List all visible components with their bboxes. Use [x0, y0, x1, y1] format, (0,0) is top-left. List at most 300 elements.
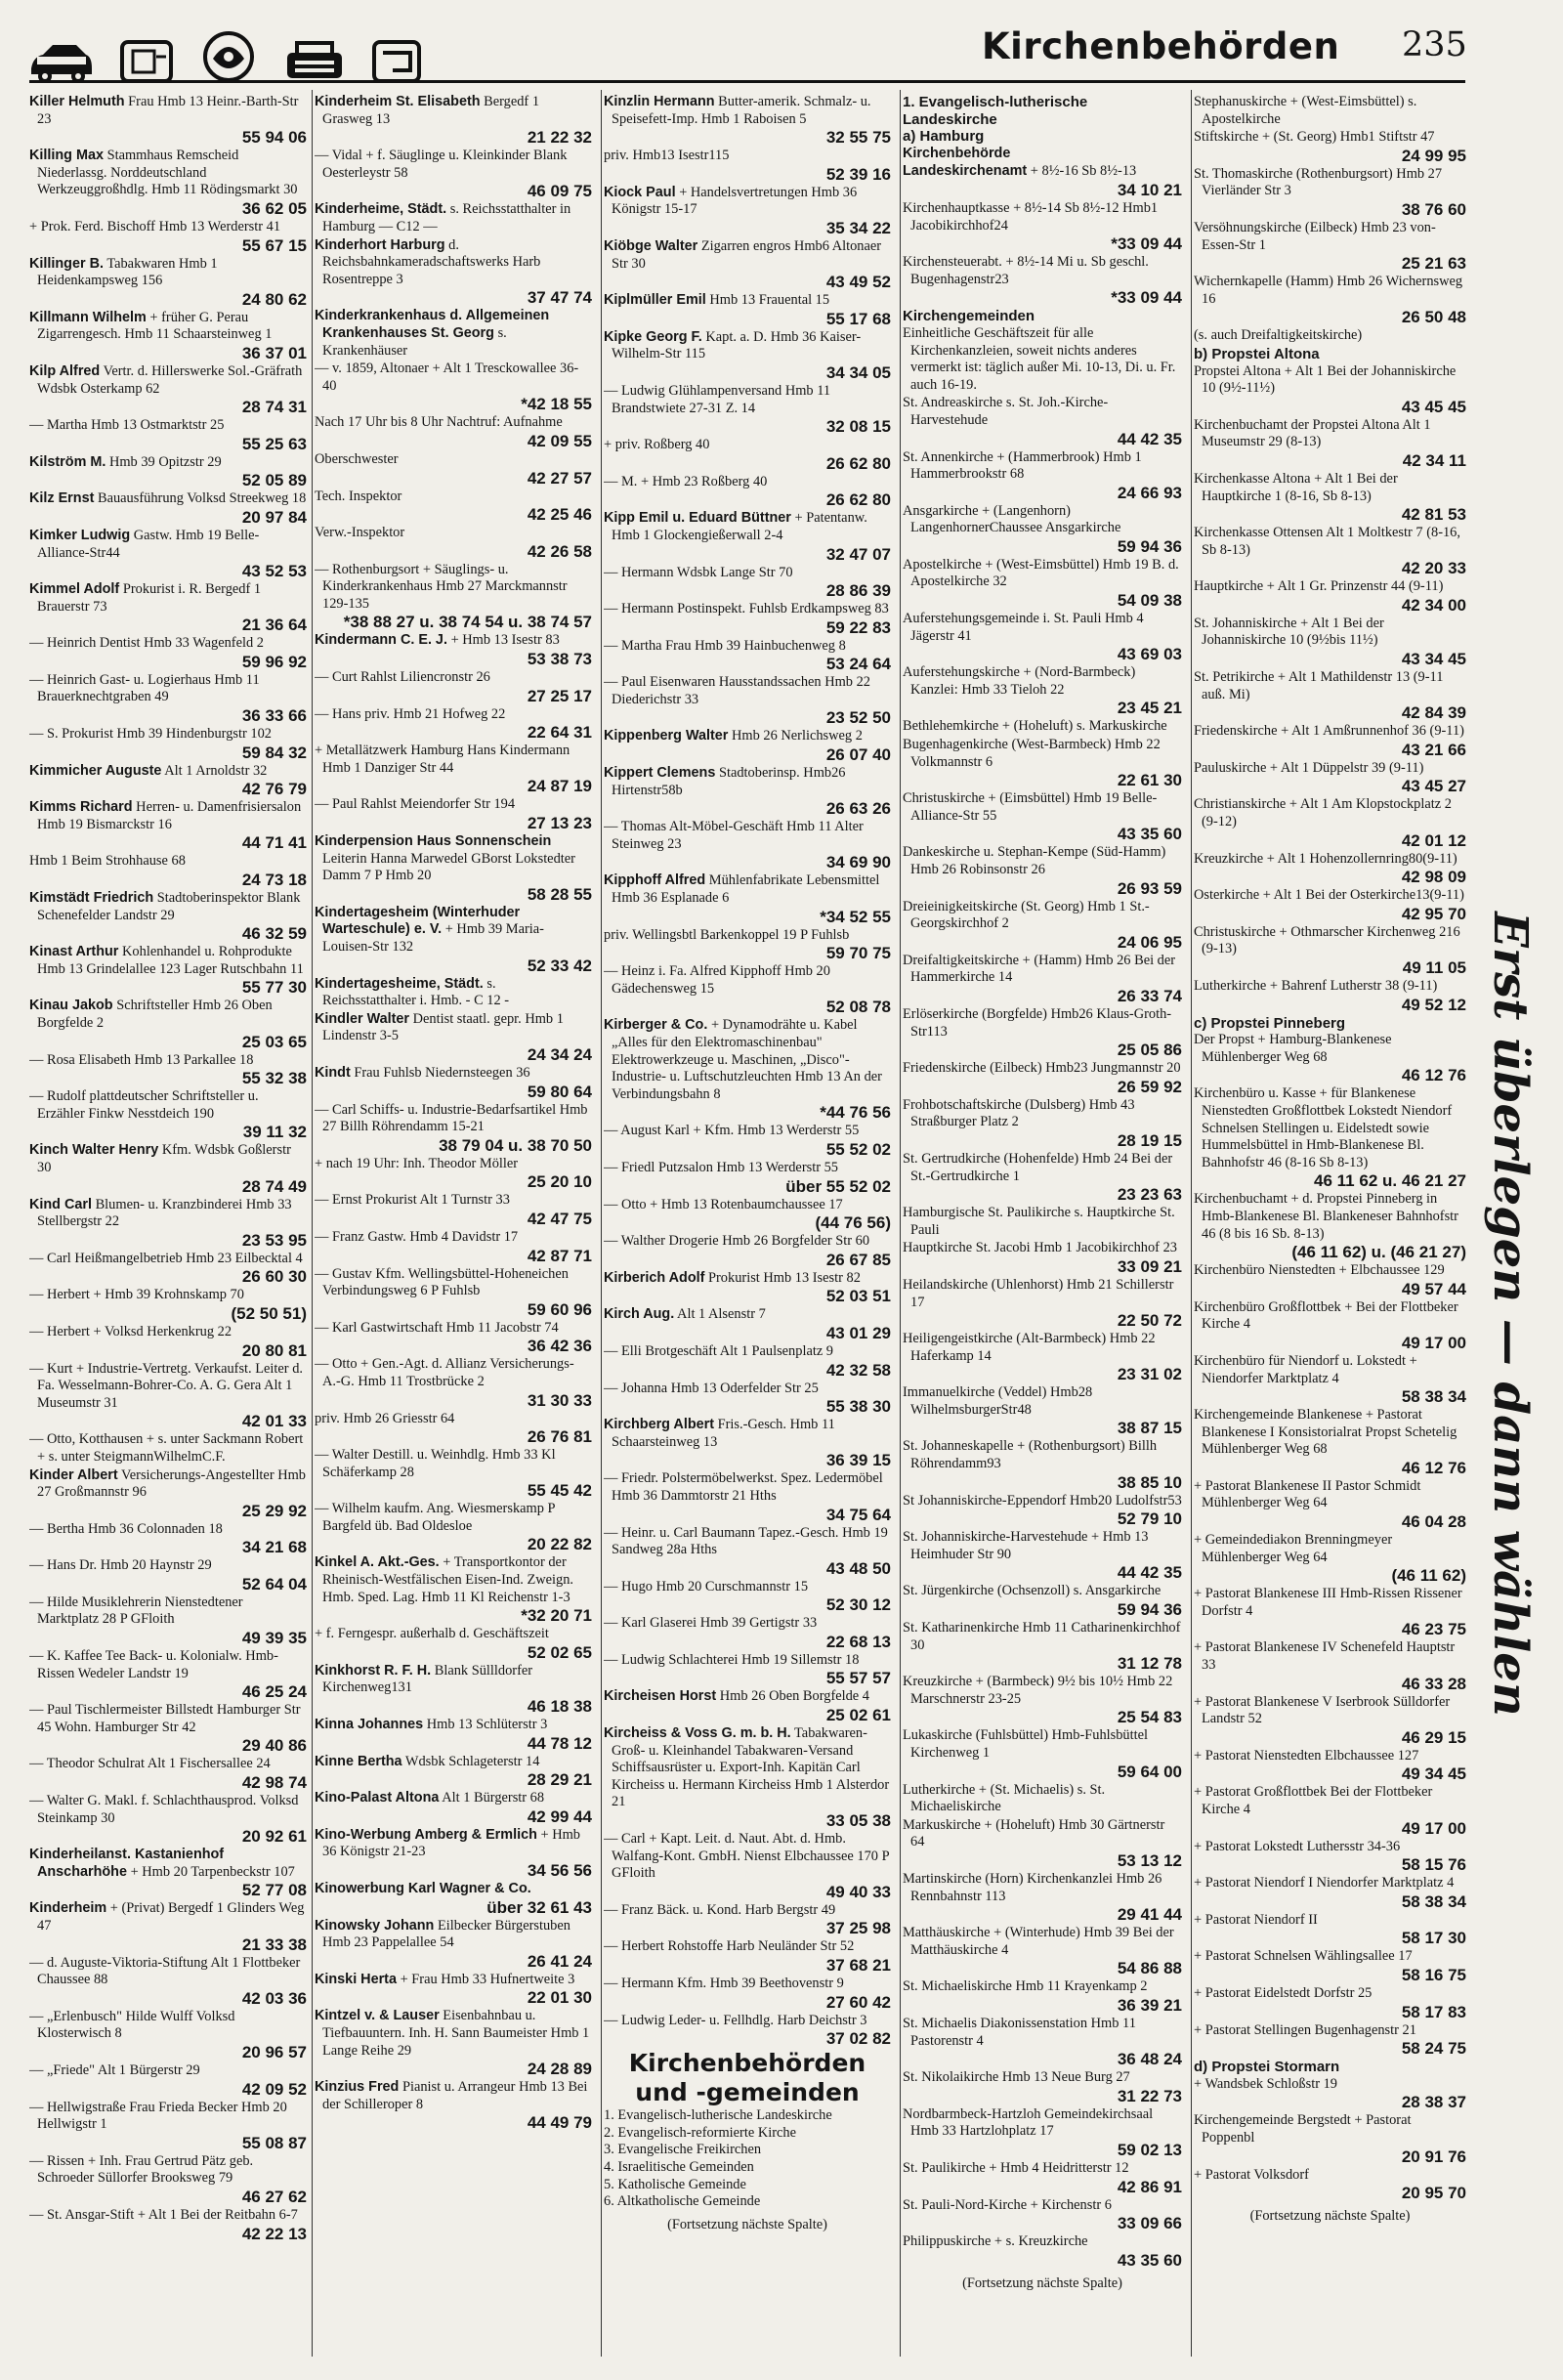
phone-number: 42 98 74	[241, 1773, 307, 1793]
phone-number: *34 52 55	[820, 907, 891, 926]
entry-detail: Kreuzkirche + Alt 1 Hohenzollernring80(9-11)	[1194, 850, 1457, 867]
entry-detail: Kirchenbuchamt + d. Propstei Pinneberg in Hmb-Blankenese Bl. Blankeneser Bahnhofstr 46 (8 bis 16 Sb. 8-13)	[1194, 1191, 1458, 1242]
entry-detail: + Pastorat Blankenese III Hmb-Rissen Rissener Dorfstr 4	[1194, 1586, 1462, 1619]
listing-entry	[903, 395, 1182, 447]
phone-number: 42 81 53	[1401, 505, 1466, 525]
index-item: 4. Israelitische Gemeinden	[604, 2158, 754, 2175]
phone-number: 20 22 82	[527, 1535, 592, 1554]
listing-entry	[29, 454, 307, 490]
listing-entry	[604, 383, 891, 436]
entry-detail: priv. Wellingsbtl Barkenkoppel 19 P Fuhlsb	[604, 926, 850, 943]
phone-number: 32 55 75	[825, 128, 891, 148]
listing-entry	[315, 525, 592, 561]
entry-detail: St. Pauli-Nord-Kirche + Kirchenstr 6	[903, 2196, 1112, 2213]
entry-name: Kimker Ludwig	[29, 527, 131, 543]
phone-number: 54 09 38	[1117, 591, 1182, 611]
phone-number: 52 79 10	[1117, 1509, 1182, 1529]
phone-number: 46 12 76	[1401, 1066, 1466, 1085]
phone-number: 42 76 79	[241, 780, 307, 799]
entry-detail: Ansgarkirche + (Langenhorn) LangenhornerChaussee Ansgarkirche	[903, 502, 1121, 536]
phone-number: 42 09 55	[527, 431, 592, 450]
phone-number: 22 50 72	[1117, 1311, 1182, 1331]
phone-number: 34 10 21	[1117, 180, 1182, 199]
listing-entry	[315, 414, 592, 450]
phone-number: *33 09 44	[1111, 288, 1182, 308]
entry-detail: — Gustav Kfm. Wellingsbüttel-Hoheneichen Verbindungsweg 6 P Fuhlsb	[315, 1265, 569, 1299]
entry-detail: + Prok. Ferd. Bischoff Hmb 13 Werderstr 41	[29, 218, 281, 234]
phone-number: 42 26 58	[527, 541, 592, 561]
entry-detail: Dreifaltigkeitskirche + (Hamm) Hmb 26 Bei der Hammerkirche 14	[903, 952, 1176, 986]
listing-entry	[315, 1320, 592, 1356]
listing-entry	[903, 1384, 1182, 1437]
phone-number: 24 87 19	[527, 777, 592, 796]
header-rule	[29, 80, 1465, 83]
entry-detail: Oberschwester	[315, 450, 399, 467]
listing-entry	[315, 1011, 592, 1064]
entry-name: Kinau Jakob	[29, 998, 113, 1014]
listing-entry	[1194, 471, 1466, 524]
phone-number: 59 70 75	[825, 944, 891, 963]
phone-number: 58 15 76	[1401, 1855, 1466, 1875]
listing-entry	[903, 1060, 1182, 1096]
listing-entry	[604, 2013, 891, 2049]
phone-number: 58 24 75	[1401, 2039, 1466, 2059]
listing-entry	[315, 562, 592, 632]
entry-name: Kirberger & Co.	[604, 1017, 708, 1034]
phone-number: 26 60 30	[241, 1267, 307, 1287]
phone-number: 55 94 06	[241, 128, 307, 148]
phone-number: 24 80 62	[241, 289, 307, 309]
phone-number: 49 57 44	[1401, 1279, 1466, 1298]
listing-entry	[604, 1725, 891, 1830]
entry-detail: Kfm. Wdsbk Goßlerstr 30	[37, 1142, 291, 1175]
entry-detail: Frau Fuhlsb Niedernsteegen 36	[354, 1064, 530, 1081]
entry-name: Kirchberg Albert	[604, 1417, 715, 1433]
listing-entry	[604, 1831, 891, 1901]
entry-detail: Wdsbk Schlageterstr 14	[404, 1753, 540, 1769]
phone-number: 26 76 81	[527, 1427, 592, 1447]
listing-entry	[903, 254, 1182, 307]
listing-entry	[29, 94, 307, 147]
index-item: 1. Evangelisch-lutherische Landeskirche	[604, 2107, 832, 2124]
phone-number: 55 45 42	[527, 1481, 592, 1501]
entry-detail: Pauluskirche + Alt 1 Düppelstr 39 (9-11)	[1194, 759, 1424, 776]
phone-number: 37 25 98	[825, 1919, 891, 1938]
phone-number: 36 62 05	[241, 198, 307, 218]
listing-entry	[903, 718, 1182, 736]
column-divider	[1191, 90, 1192, 2357]
listing-entry	[315, 308, 592, 360]
entry-detail: Kirchensteuerabt. + 8½-14 Mi u. Sb geschl. Bugenhagenstr23	[903, 254, 1149, 287]
phone-number: 42 98 09	[1401, 868, 1466, 887]
phone-number: 58 38 34	[1401, 1387, 1466, 1407]
listing-entry	[604, 1525, 891, 1578]
listing-entry	[1194, 1262, 1466, 1298]
listing-entry	[903, 1493, 1182, 1529]
listing-entry	[903, 1529, 1182, 1582]
phone-number: 46 04 28	[1401, 1512, 1466, 1532]
phone-number: 26 59 92	[1117, 1077, 1182, 1096]
continuation-note: (Fortsetzung nächste Spalte)	[962, 2274, 1122, 2291]
listing-entry	[1194, 1299, 1466, 1352]
phone-number: 43 49 52	[825, 273, 891, 292]
phone-number: 33 09 66	[1117, 2214, 1182, 2233]
entry-detail: — Vidal + f. Säuglinge u. Kleinkinder Blank Oesterleystr 58	[315, 148, 568, 181]
phone-number: 26 93 59	[1117, 878, 1182, 898]
entry-detail: Dreieinigkeitskirche (St. Georg) Hmb 1 St.-Georgskirchhof 2	[903, 898, 1150, 932]
phone-number: 53 24 64	[825, 655, 891, 674]
phone-number: 55 67 15	[241, 235, 307, 255]
listing-entry	[604, 1343, 891, 1380]
phone-number: 36 48 24	[1117, 2050, 1182, 2069]
entry-detail: — Hans Dr. Hmb 20 Haynstr 29	[29, 1557, 212, 1574]
listing-entry	[315, 148, 592, 200]
listing-entry	[1194, 1948, 1466, 1984]
listing-entry	[604, 94, 891, 147]
phone-number: 31 30 33	[527, 1390, 592, 1410]
entry-detail: — Curt Rahlst Liliencronstr 26	[315, 669, 490, 686]
listing-entry	[903, 1620, 1182, 1673]
listing-entry	[604, 728, 891, 764]
phone-number: 55 77 30	[241, 978, 307, 998]
entry-detail: — Hugo Hmb 20 Curschmannstr 15	[604, 1578, 809, 1594]
listing-entry	[315, 1626, 592, 1662]
listing-entry	[1194, 578, 1466, 615]
entry-name: Killmann Wilhelm	[29, 309, 147, 325]
phone-number: 24 99 95	[1401, 146, 1466, 165]
entry-detail: Fris.-Gesch. Hmb 11 Schaarsteinweg 13	[612, 1417, 835, 1450]
listing-entry	[903, 1277, 1182, 1330]
listing-entry	[604, 765, 891, 818]
phone-number: 53 13 12	[1117, 1850, 1182, 1870]
entry-name: Kinderheime, Städt.	[315, 201, 447, 218]
phone-number: 36 33 66	[241, 706, 307, 726]
listing-entry	[903, 1871, 1182, 1924]
entry-detail: Bugenhagenkirche (West-Barmbeck) Hmb 22 Volkmannstr 6	[903, 737, 1161, 770]
listing-entry	[29, 1088, 307, 1141]
entry-detail: — Hermann Wdsbk Lange Str 70	[604, 564, 793, 580]
phone-number: 33 05 38	[825, 1811, 891, 1831]
listing-entry	[315, 632, 592, 668]
entry-detail: Dentist staatl. gepr. Hmb 1 Lindenstr 3-5	[322, 1010, 564, 1044]
listing-entry	[1194, 1694, 1466, 1747]
listing-entry	[29, 219, 307, 255]
phone-number: 43 34 45	[1401, 650, 1466, 669]
phone-number: *38 88 27 u. 38 74 54 u. 38 74 57	[343, 613, 592, 632]
entry-detail: — Heinrich Dentist Hmb 33 Wagenfeld 2	[29, 635, 264, 652]
entry-name: Kimms Richard	[29, 799, 133, 816]
phone-number: *44 76 56	[820, 1103, 891, 1123]
listing-entry	[1194, 417, 1466, 470]
phone-number: 43 35 60	[1117, 2250, 1182, 2270]
entry-detail: + Pastorat Lokstedt Luthersstr 34-36	[1194, 1838, 1401, 1854]
page-title: Kirchenbehörden	[982, 25, 1340, 67]
entry-detail: — Heinrich Gast- u. Logierhaus Hmb 11 Brauerknechtgraben 49	[29, 671, 260, 705]
entry-detail: — Paul Eisenwaren Hausstandssachen Hmb 22 Diederichstr 33	[604, 674, 870, 707]
phone-number: 42 84 39	[1401, 703, 1466, 723]
entry-name: Kircheiss & Voss G. m. b. H.	[604, 1725, 791, 1742]
listing-entry	[604, 1306, 891, 1342]
phone-number: 52 30 12	[825, 1595, 891, 1615]
listing-entry	[1194, 887, 1466, 923]
entry-detail: Pianist u. Arrangeur Hmb 13 Bei der Schilleroper 8	[322, 2079, 588, 2112]
listing-entry	[1194, 1353, 1466, 1406]
entry-detail: Heiligengeistkirche (Alt-Barmbeck) Hmb 22 Haferkamp 14	[903, 1331, 1156, 1364]
phone-number: 55 08 87	[241, 2133, 307, 2152]
index-item: 5. Katholische Gemeinde	[604, 2176, 746, 2192]
listing-entry	[903, 2016, 1182, 2068]
entry-detail: — Franz Gastw. Hmb 4 Davidstr 17	[315, 1228, 519, 1245]
phone-number: 29 41 44	[1117, 1905, 1182, 1925]
phone-number: 38 87 15	[1117, 1419, 1182, 1438]
phone-number: 24 66 93	[1117, 483, 1182, 502]
listing-entry	[1194, 760, 1466, 796]
phone-number: 22 61 30	[1117, 771, 1182, 790]
phone-number: 55 25 63	[241, 434, 307, 453]
entry-detail: — Heinz i. Fa. Alfred Kipphoff Hmb 20 Gädechensweg 15	[604, 963, 830, 997]
phone-number: 59 94 36	[1117, 1600, 1182, 1620]
entry-name: Kinzius Fred	[315, 2079, 400, 2096]
entry-detail: + Pastorat Eidelstedt Dorfstr 25	[1194, 1984, 1373, 2001]
listing-entry	[604, 1123, 891, 1159]
phone-number: 42 01 12	[1401, 830, 1466, 850]
entry-detail: St. Petrikirche + Alt 1 Mathildenstr 13 (9-11 auß. Mi)	[1194, 669, 1444, 702]
listing-entry	[29, 1756, 307, 1792]
phone-number: *42 18 55	[521, 395, 592, 414]
entry-detail: — Friedl Putzsalon Hmb 13 Werderstr 55	[604, 1159, 838, 1175]
entry-name: Kino-Palast Altona	[315, 1790, 440, 1806]
phone-number: 36 37 01	[241, 343, 307, 362]
listing-entry	[29, 1955, 307, 2008]
phone-number: 46 27 62	[241, 2187, 307, 2206]
entry-detail: Wichernkapelle (Hamm) Hmb 26 Wichernsweg 16	[1194, 274, 1463, 307]
entry-detail: — Hilde Musiklehrerin Nienstedtener Marktplatz 28 P GFloith	[29, 1594, 243, 1628]
listing-entry	[903, 953, 1182, 1005]
phone-number: 22 01 30	[527, 1988, 592, 2008]
listing-entry	[604, 1652, 891, 1688]
listing-entry	[604, 601, 891, 637]
phone-number: 37 68 21	[825, 1956, 891, 1975]
phone-number: 49 52 12	[1401, 995, 1466, 1014]
continuation-note: (Fortsetzung nächste Spalte)	[1249, 2208, 1411, 2225]
listing-entry	[1194, 2022, 1466, 2059]
phone-number: 20 80 81	[241, 1340, 307, 1360]
entry-detail: Auferstehungsgemeinde i. St. Pauli Hmb 4 Jägerstr 41	[903, 611, 1144, 644]
entry-name: Kinzlin Hermann	[604, 94, 715, 109]
listing-entry	[1194, 1032, 1466, 1084]
entry-detail: — M. + Hmb 23 Roßberg 40	[604, 473, 768, 489]
phone-number: 21 22 32	[527, 128, 592, 148]
listing-entry	[604, 927, 891, 963]
listing-entry	[604, 565, 891, 601]
entry-name: Kinderkrankenhaus d. Allgemeinen Krankenhauses St. Georg	[315, 308, 550, 341]
listing-entry	[604, 963, 891, 1016]
entry-detail: s. Reichsstatthalter i. Hmb. - C 12 -	[322, 975, 510, 1009]
entry-detail: Einheitliche Geschäftszeit für alle Kirchenkanzleien, soweit nichts anderes vermerkt ist: täglich außer Mi. 10-13, Di. u. Fr. auch 16-19.	[903, 324, 1176, 393]
entry-detail: — Otto, Kotthausen + s. unter Sackmann Robert + s. unter SteigmannWilhelmC.F.	[29, 1431, 304, 1465]
entry-detail: + Pastorat Großflottbek Bei der Flottbeker Kirche 4	[1194, 1784, 1433, 1817]
entry-detail: Schriftsteller Hmb 26 Oben Borgfelde 2	[37, 998, 273, 1031]
entry-detail: Hmb 1 Beim Strohhause 68	[29, 853, 186, 870]
listing-entry	[315, 1717, 592, 1753]
entry-detail: + 8½-16 Sb 8½-13	[1030, 163, 1137, 180]
listing-entry	[29, 890, 307, 943]
phone-number: 44 78 12	[527, 1733, 592, 1753]
entry-detail: — Franz Bäck. u. Kond. Harb Bergstr 49	[604, 1901, 836, 1918]
listing-entry	[903, 1727, 1182, 1780]
listing-entry	[315, 1192, 592, 1228]
entry-name: Kinowsky Johann	[315, 1917, 435, 1934]
column-divider	[601, 90, 602, 2357]
listing-entry	[903, 1925, 1182, 1977]
entry-name: Kindermann C. E. J.	[315, 632, 447, 649]
entry-detail: priv. Hmb13 Isestr115	[604, 148, 730, 164]
entry-detail: Markuskirche + (Hoheluft) Hmb 30 Gärtnerstr 64	[903, 1816, 1165, 1850]
listing-entry	[1194, 1985, 1466, 2021]
entry-detail: + Pastorat Schnelsen Wählingsallee 17	[1194, 1948, 1413, 1965]
phone-number: 43 48 50	[825, 1558, 891, 1578]
column-divider	[900, 90, 901, 2357]
listing-entry	[604, 638, 891, 674]
phone-number: 43 01 29	[825, 1323, 891, 1342]
entry-detail: — Hans priv. Hmb 21 Hofweg 22	[315, 705, 506, 722]
listing-entry	[315, 1754, 592, 1790]
section-heading: Kirchenbehörden und -gemeinden	[628, 2049, 866, 2107]
phone-number: 31 22 73	[1117, 2086, 1182, 2105]
listing-entry	[1194, 1532, 1466, 1585]
entry-detail: Hmb 13 Schlüterstr 3	[426, 1717, 548, 1733]
listing-entry	[315, 1663, 592, 1716]
listing-entry	[315, 1156, 592, 1192]
entry-name: Kinderheim	[29, 1900, 107, 1917]
entry-detail: St. Johanneskapelle + (Rothenburgsort) Billh Röhrendamm93	[903, 1438, 1158, 1472]
phone-number: 42 99 44	[527, 1806, 592, 1826]
entry-name: Kilström M.	[29, 453, 106, 470]
phone-number: 55 32 38	[241, 1069, 307, 1088]
listing-entry	[1194, 616, 1466, 668]
phone-number: 27 25 17	[527, 686, 592, 705]
listing-entry	[1194, 669, 1466, 722]
listing-entry	[29, 1197, 307, 1250]
entry-name: Kimstädt Friedrich	[29, 890, 154, 907]
listing-entry	[903, 1151, 1182, 1204]
listing-entry	[315, 1501, 592, 1553]
listing-entry	[1194, 525, 1466, 577]
phone-number: 36 39 15	[825, 1451, 891, 1470]
entry-name: Kircheisen Horst	[604, 1688, 717, 1705]
phone-number: *33 09 44	[1111, 234, 1182, 254]
phone-number: (44 76 56)	[815, 1213, 891, 1233]
entry-detail: + Pastorat Niendorf I Niendorfer Marktplatz 4	[1194, 1875, 1455, 1891]
listing-entry	[29, 1251, 307, 1287]
column-1	[29, 94, 313, 2360]
entry-name: Kinowerbung Karl Wagner & Co.	[315, 1881, 531, 1896]
phone-number: 38 76 60	[1401, 199, 1466, 219]
phone-number: 26 50 48	[1401, 308, 1466, 327]
listing-entry	[604, 292, 891, 328]
listing-entry	[903, 557, 1182, 610]
listing-entry	[315, 1790, 592, 1826]
entry-name: Kinder Albert	[29, 1466, 118, 1483]
entry-detail: Hauptkirche St. Jacobi Hmb 1 Jacobikirchhof 23	[903, 1240, 1177, 1256]
phone-number: 39 11 32	[242, 1123, 307, 1142]
entry-detail: — Hellwigstraße Frau Frieda Becker Hmb 20 Hellwigstr 1	[29, 2099, 287, 2133]
listing-entry	[315, 1102, 592, 1155]
listing-entry	[29, 1052, 307, 1088]
entry-name: Killer Helmuth	[29, 94, 125, 109]
phone-number: 38 79 04 u. 38 70 50	[439, 1135, 592, 1155]
entry-name: Kinderheilanst. Kastanienhof Anscharhöhe	[29, 1847, 225, 1880]
entry-detail: + Wandsbek Schloßstr 19	[1194, 2075, 1337, 2092]
entry-detail: St. Paulikirche + Hmb 4 Heidritterstr 12	[903, 2159, 1129, 2176]
listing-entry	[315, 1918, 592, 1971]
entry-detail: — v. 1859, Altonaer + Alt 1 Tresckowallee 36-40	[315, 361, 579, 394]
phone-number: 58 17 83	[1401, 2002, 1466, 2021]
phone-number: 46 23 75	[1401, 1620, 1466, 1639]
phone-number: 52 64 04	[241, 1574, 307, 1594]
listing-entry	[903, 163, 1182, 199]
phone-number: 26 62 80	[825, 453, 891, 473]
entry-detail: Bethlehemkirche + (Hoheluft) s. Markuskirche	[903, 718, 1167, 735]
sidebar-slogan	[1471, 801, 1547, 1827]
entry-detail: — Rosa Elisabeth Hmb 13 Parkallee 18	[29, 1051, 254, 1068]
listing-entry	[29, 2207, 307, 2243]
phone-number: 42 22 13	[241, 2224, 307, 2243]
entry-detail: + Handelsvertretungen Hmb 36 Königstr 15-17	[612, 184, 858, 218]
entry-detail: + Frau Hmb 33 Hufnertweite 3	[400, 1971, 575, 1987]
entry-name: Killinger B.	[29, 255, 104, 272]
entry-name: Kirberich Adolf	[604, 1269, 705, 1286]
entry-detail: — Walter Destill. u. Weinhdlg. Hmb 33 Kl Schäferkamp 28	[315, 1447, 556, 1480]
listing-entry	[903, 2197, 1182, 2233]
phone-number: 53 38 73	[527, 650, 592, 669]
entry-detail: priv. Hmb 26 Griesstr 64	[315, 1410, 455, 1426]
section-subheading: c) Propstei Pinneberg	[1194, 1014, 1346, 1032]
listing-entry	[29, 799, 307, 852]
entry-detail: Nordbarmbeck-Hartzloh Gemeindekirchsaal Hmb 33 Hartzlohplatz 17	[903, 2105, 1154, 2140]
entry-detail: Bergedf 1 Grasweg 13	[322, 94, 540, 127]
entry-detail: Kirchenbüro u. Kasse + für Blankenese Nienstedten Großflottbek Lokstedt Niendorf Schnelsen Stellingen u. Eidelstedt sowie Hummelsbüttel in Hmb-Blankenese Bl. Bahnhofstr 46 (8-16 Sb 8-13)	[1194, 1085, 1453, 1170]
entry-name: Kino-Werbung Amberg & Ermlich	[315, 1826, 537, 1843]
entry-detail: Stephanuskirche + (West-Eimsbüttel) s. Apostelkirche	[1194, 94, 1417, 127]
entry-detail: + Pastorat Blankenese IV Schenefeld Hauptstr 33	[1194, 1639, 1456, 1674]
listing-entry	[1194, 166, 1466, 219]
listing-entry	[1194, 1407, 1466, 1477]
phone-number: 52 77 08	[241, 1881, 307, 1900]
listing-entry	[1194, 1748, 1466, 1784]
listing-entry	[29, 1900, 307, 1953]
listing-entry	[1194, 2112, 1466, 2165]
listing-entry	[903, 1978, 1182, 2015]
entry-detail: St. Annenkirche + (Hammerbrook) Hmb 1 Hammerbrookstr 68	[903, 448, 1142, 483]
entry-detail: — Elli Brotgeschäft Alt 1 Paulsenplatz 9	[604, 1342, 834, 1359]
listing-entry	[604, 510, 891, 563]
phone-number: 26 41 24	[527, 1951, 592, 1971]
listing-entry	[315, 361, 592, 413]
phone-number: 55 52 02	[825, 1139, 891, 1159]
entry-detail: St. Johanniskirche + Alt 1 Bei der Johanniskirche 10 (9½bis 11½)	[1194, 615, 1384, 649]
entry-detail: Zigarren engros Hmb6 Altonaer Str 30	[612, 237, 882, 272]
listing-entry	[29, 944, 307, 997]
listing-entry	[315, 237, 592, 308]
entry-detail: — August Karl + Kfm. Hmb 13 Werderstr 55	[604, 1123, 860, 1139]
entry-detail: + Pastorat Stellingen Bugenhagenstr 21	[1194, 2021, 1416, 2038]
listing-entry	[315, 1411, 592, 1447]
column-2	[315, 94, 598, 2360]
phone-number: 46 29 15	[1401, 1727, 1466, 1747]
listing-entry	[903, 1205, 1182, 1239]
listing-entry	[315, 796, 592, 832]
